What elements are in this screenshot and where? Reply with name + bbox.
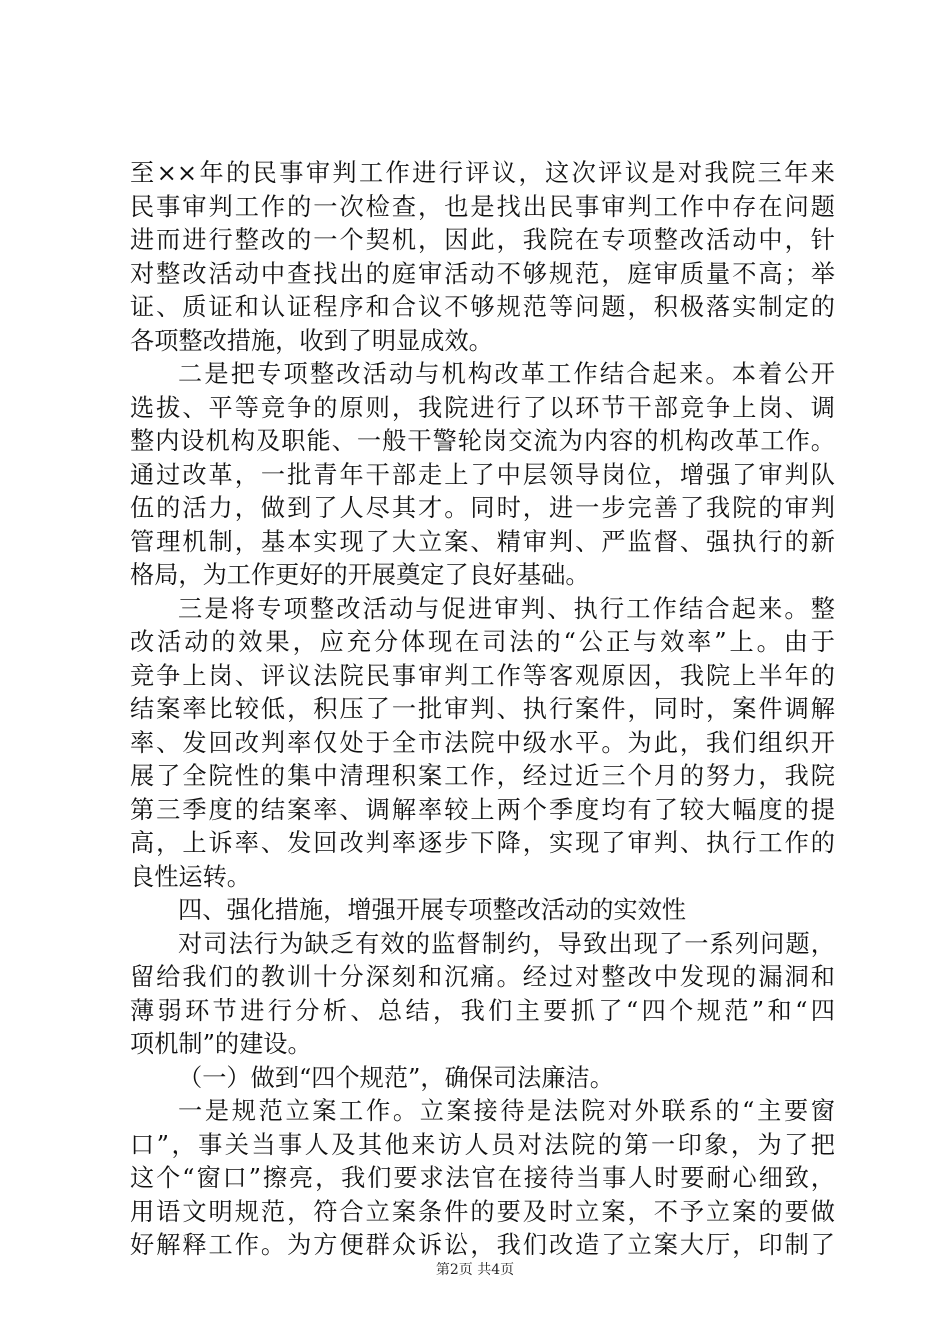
text-line: 好解释工作。为方便群众诉讼，我们改造了立案大厅，印制了 — [130, 1231, 835, 1259]
text-line: 结案率比较低，积压了一批审判、执行案件，同时，案件调解 — [130, 695, 835, 723]
text-line: 第三季度的结案率、调解率较上两个季度均有了较大幅度的提 — [130, 795, 835, 824]
text-line: 一是规范立案工作。立案接待是法院对外联系的“主要窗 — [178, 1097, 835, 1125]
text-line: 各项整改措施，收到了明显成效。 — [130, 326, 493, 355]
text-line: 对整改活动中查找出的庭审活动不够规范，庭审质量不高；举 — [130, 259, 835, 288]
text-line: 率、发回改判率仅处于全市法院中级水平。为此，我们组织开 — [130, 728, 835, 757]
text-line: 进而进行整改的一个契机，因此，我院在专项整改活动中，针 — [130, 226, 835, 254]
text-line: 二是把专项整改活动与机构改革工作结合起来。本着公开 — [178, 360, 835, 388]
text-line: 竞争上岗、评议法院民事审判工作等客观原因，我院上半年的 — [130, 661, 835, 690]
text-line: 改活动的效果，应充分体现在司法的“公正与效率”上。由于 — [130, 628, 835, 656]
text-line: 对司法行为缺乏有效的监督制约，导致出现了一系列问题， — [178, 929, 835, 958]
text-line: 薄弱环节进行分析、总结，我们主要抓了“四个规范”和“四 — [130, 996, 835, 1025]
text-line: 通过改革，一批青年干部走上了中层领导岗位，增强了审判队 — [130, 460, 835, 489]
text-line: 四、强化措施，增强开展专项整改活动的实效性 — [178, 896, 686, 924]
text-line: 选拔、平等竞争的原则，我院进行了以环节干部竞争上岗、调 — [130, 393, 835, 422]
text-line: 整内设机构及职能、一般干警轮岗交流为内容的机构改革工作。 — [130, 427, 835, 455]
text-line: 用语文明规范，符合立案条件的要及时立案，不予立案的要做 — [130, 1197, 835, 1226]
text-line: 格局，为工作更好的开展奠定了良好基础。 — [130, 561, 590, 589]
text-line: 证、质证和认证程序和合议不够规范等问题，积极落实制定的 — [130, 293, 835, 321]
text-line: 高，上诉率、发回改判率逐步下降，实现了审判、执行工作的 — [130, 829, 835, 857]
text-line: 三是将专项整改活动与促进审判、执行工作结合起来。整 — [178, 594, 835, 623]
text-line: 这个“窗口”擦亮，我们要求法官在接待当事人时要耐心细致， — [130, 1164, 835, 1192]
document-body — [130, 157, 835, 1263]
text-line: 项机制”的建设。 — [130, 1030, 312, 1058]
text-line: 良性运转。 — [130, 862, 251, 891]
text-line: （一）做到“四个规范”，确保司法廉洁。 — [178, 1063, 614, 1092]
text-line: 管理机制，基本实现了大立案、精审判、严监督、强执行的新 — [130, 527, 835, 556]
text-line: 伍的活力，做到了人尽其才。同时，进一步完善了我院的审判 — [130, 494, 835, 522]
text-line: 留给我们的教训十分深刻和沉痛。经过对整改中发现的漏洞和 — [130, 963, 835, 991]
text-line: 至××年的民事审判工作进行评议，这次评议是对我院三年来 — [130, 159, 835, 187]
text-line: 展了全院性的集中清理积案工作，经过近三个月的努力，我院 — [130, 762, 835, 790]
page-footer: 第2页 共4页 — [435, 1262, 515, 1278]
text-line: 民事审判工作的一次检查，也是找出民事审判工作中存在问题 — [130, 192, 835, 221]
text-line: 口”，事关当事人及其他来访人员对法院的第一印象，为了把 — [130, 1130, 835, 1159]
